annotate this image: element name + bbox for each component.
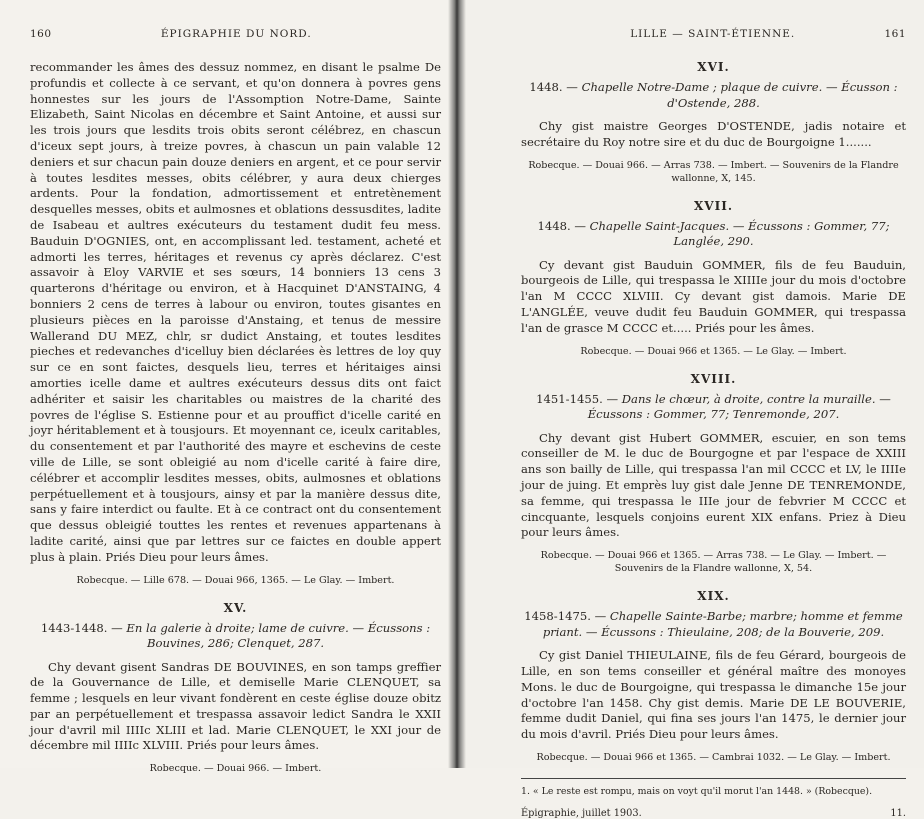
entry-xvii-heading-text: — Chapelle Saint-Jacques. — Écussons : Gommer, 77; Langlée, 290. [574, 218, 890, 249]
entry-xv-heading [30, 621, 441, 652]
left-page [0, 0, 455, 775]
entry-xix-body [521, 648, 906, 743]
entry-xvi-text: Chy gist maistre Georges D'OSTENDE, jadis notaire et secrétaire du Roy notre sire et du duc de Bourgoigne 1....... [521, 119, 906, 149]
entry-xvi-heading-text: — Chapelle Notre-Dame ; plaque de cuivre. — Écusson : d'Ostende, 288. [566, 80, 898, 110]
right-page [455, 0, 924, 819]
entry-xviii-date: 1451-1455. [536, 391, 603, 406]
left-running-title: ÉPIGRAPHIE DU NORD. [160, 28, 312, 40]
entry-xviii-text: Chy devant gist Hubert GOMMER, escuier, en son tems conseiller de M. le duc de Bourgogne et par l'espace de XXIII ans son bailly de Lille, qui trespassa l'an mil CCCC et LV, le IIIIe jour de juing. Et emprès luy gist dale Jenne DE TENREMONDE, sa femme, qui trespassa le IIIe jour de febvrier M CCCC et cincquante, lesquels conjoins eurent XIX enfans. Priez à Dieu pour leurs âmes. [521, 430, 906, 540]
left-page-number: 160 [30, 28, 52, 40]
entry-xviii-references: Robecque. — Douai 966 et 1365. — Arras 738. — Le Glay. — Imbert. — Souvenirs de la Flandre wallonne, X, 54. [540, 550, 887, 575]
entry-xvii-numeral: XVII. [693, 198, 734, 213]
book-gutter [448, 0, 466, 768]
continuation-paragraph: recommander les âmes des dessuz nommez, en disant le psalme De profundis et collecte à ce servant, et qu'on donnera à povres gens honnestes sur les jours de l'Assomption Notre-Dame, Sainte Elizabeth, Saint Nicolas en décembre et Saint Antoine, et aussi sur les trois jours que lesdits trois obits seront célébrez, en chascun d'iceux sept jours, à treize povres, à chascun un pain valable 12 deniers et sur chacun pain douze deniers en argent, et ce pour servir à toutes lesdites messes, obits célébrer, y aura deux chierges ardents. Pour la fondation, admortissement et entretènement desquelles messes, obits et aulmosnes et oblations dessusdites, ladite de Isabeau et aultres exécuteurs du testament dudit feu mess. Bauduin D'OGNIES, ont, en accomplissant led. testament, acheté et admorti les terres, héritages et revenus cy après déclarez. C'est assavoir à Eloy VARVIE et ses sœurs, 14 bonniers 13 cens 3 quarterons d'héritage ou environ, et à Hacquinet D'ANSTAING, 4 bonniers 2 cens de terres à labour ou environ, toutes gisantes en plusieurs pièces en la paroisse d'Anstaing, et tenus de messire Wallerand DU MEZ, chlr, sr dudict Anstaing, et toutes lesdites pieches et redevanches d'icelluy bien déclarées ès lettres de loy quy sur ce en sont faictes, desquels lieu, terres et héritaiges ainsi amorties icelle dame et aultres exécuteurs dessus dits ont faict adhériter et saisir les charitables ou maistres de la charité des povres de l'église S. Estienne pour et au prouffict d'icelle carité en joyr héritablement et à tousjours. Et moyennant ce, iceulx caritables, du consentement et par l'authorité des mayre et eschevins de ceste ville de Lille, se sont obleigié au nom d'icelle carité à faire dire, célébrer et accomplir lesdites messes, obits, aulmosnes et oblations perpétuellement et à tousjours, ainsy et par la manière dessus dite, sans y faire interdict ou faulte. Et à ce contract ont du consentement que dessus obleigié touttes les rentes et revenues appartenans à ladite carité, ainsi que par lettres sur ce faictes en double appert plus à plain. Priés Dieu pour leurs âmes. [30, 60, 441, 564]
entry-xv-heading-text: — En la galerie à droite; lame de cuivre. — Écussons : Bouvines, 286; Clenquet, 287. [111, 620, 431, 650]
entry-xvii-references: Robecque. — Douai 966 et 1365. — Le Glay. — Imbert. [580, 345, 847, 357]
entry-xv-references: Robecque. — Douai 966. — Imbert. [149, 763, 322, 775]
entry-xvi-references: Robecque. — Douai 966. — Arras 738. — Imbert. — Souvenirs de la Flandre wallonne, X, 145. [528, 159, 899, 184]
continuation-references: Robecque. — Lille 678. — Douai 966, 1365. — Le Glay. — Imbert. [76, 574, 395, 586]
entry-xv-body [30, 660, 441, 755]
entry-xv-text: Chy devant gisent Sandras DE BOUVINES, en son tamps greffier de la Gouvernance de Lille, et demiselle Marie CLENQUET, sa femme ; lesquels en leur vivant fondèrent en ceste église douze obitz par an perpétuellement et trespassa assavoir ledict Sandra le XXII jour d'avril mil IIIIc XLIII et lad. Marie CLENQUET, le XXI jour de décembre mil IIIIc XLVIII. Priés pour leurs âmes. [30, 659, 441, 753]
right-running-head [521, 28, 906, 40]
entry-xvii-heading [521, 219, 906, 250]
entry-xvi-body [521, 119, 906, 151]
entry-xviii-numeral: XVIII. [690, 371, 737, 386]
entry-xix-references: Robecque. — Douai 966 et 1365. — Cambrai 1032. — Le Glay. — Imbert. [536, 751, 891, 763]
entry-xviii-heading-text: — Dans le chœur, à droite, contre la muraille. — Écussons : Gommer, 77; Tenremonde, 207. [587, 391, 891, 422]
footnote: 1. « Le reste est rompu, mais on voyt qu'il morut l'an 1448. » (Robecque). [521, 785, 873, 797]
entry-xix-text: Cy gist Daniel THIEULAINE, fils de feu Gérard, bourgeois de Lille, en son tems conseiller et général maître des monoyes Mons. le duc de Bourgoigne, qui trespassa le dimanche 15e jour d'octobre l'an 1458. Chy gist demis. Marie DE LE BOUVERIE, femme dudit Daniel, qui fina ses jours l'an 1475, le dernier jour du mois d'avril. Priés Dieu pour leurs âmes. [521, 648, 906, 742]
right-page-number: 161 [884, 28, 906, 40]
left-running-head [30, 28, 441, 40]
entry-xix-heading [521, 609, 906, 640]
entry-xix-heading-text: — Chapelle Sainte-Barbe; marbre; homme et femme priant. — Écussons : Thieulaine, 208; de la Bouverie, 209. [542, 609, 903, 639]
entry-xv-date: 1443-1448. [40, 620, 108, 635]
continuation-text-block [30, 60, 441, 566]
right-running-title: LILLE — SAINT-ÉTIENNE. [630, 28, 796, 40]
entry-xvii-date: 1448. [537, 218, 571, 233]
footnote-divider [521, 778, 906, 779]
entry-xvi-heading [521, 80, 906, 111]
signature-line [521, 808, 906, 819]
entry-xix-date: 1458-1475. [524, 609, 591, 624]
entry-xvi-date: 1448. [529, 80, 563, 94]
entry-xvii-body [521, 258, 906, 337]
entry-xvi-numeral: XVI. [697, 60, 730, 74]
entry-xvii-text: Cy devant gist Bauduin GOMMER, fils de feu Bauduin, bourgeois de Lille, qui trespassa le XIIIIe jour du mois d'octobre l'an M CCCC XLVIII. Cy devant gist damois. Marie DE L'ANGLÉE, veuve dudit feu Bauduin GOMMER, qui trespassa l'an de grasce M CCCC et..... Priés pour les âmes. [521, 257, 906, 335]
signature-mark: 11. [890, 807, 906, 819]
entry-xviii-body [521, 431, 906, 542]
entry-xix-numeral: XIX. [697, 589, 730, 604]
signature-text: Épigraphie, juillet 1903. [521, 807, 642, 819]
entry-xviii-heading [521, 392, 906, 423]
entry-xv-numeral: XV. [223, 600, 248, 615]
